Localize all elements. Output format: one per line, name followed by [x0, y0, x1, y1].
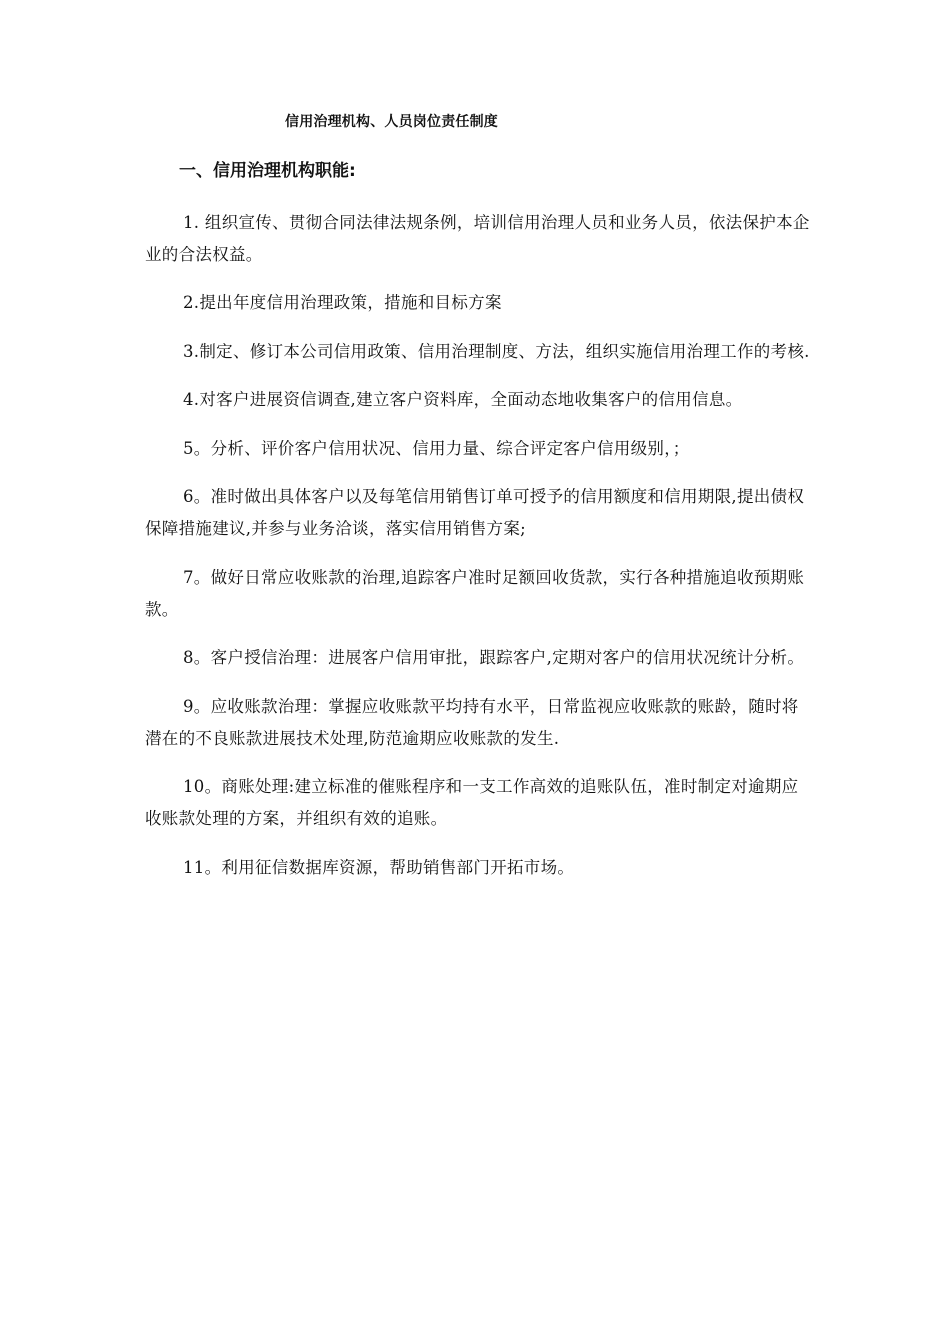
- duty-item: 3.制定、修订本公司信用政策、信用治理制度、方法，组织实施信用治理工作的考核.: [183, 341, 810, 361]
- duty-item: 10。商账处理:建立标准的催账程序和一支工作高效的追账队伍，准时制定对逾期应收账款处理的方案，并组织有效的追账。: [145, 777, 799, 828]
- duty-item: 2.提出年度信用治理政策，措施和目标方案: [183, 293, 502, 312]
- duty-item: 5。分析、评价客户信用状况、信用力量、综合评定客户信用级别，；: [183, 438, 690, 458]
- section-heading: 一、信用治理机构职能:: [179, 161, 356, 181]
- duty-item: 4.对客户进展资信调查,建立客户资料库，全面动态地收集客户的信用信息。: [183, 390, 743, 409]
- duty-item: 7。做好日常应收账款的治理,追踪客户准时足额回收货款，实行各种措施追收预期账款。: [145, 567, 805, 619]
- duty-list: [145, 190, 810, 890]
- duty-item: 11。利用征信数据库资源，帮助销售部门开拓市场。: [183, 857, 575, 877]
- duty-item: 6。准时做出具体客户以及每笔信用销售订单可授予的信用额度和信用期限,提出债权保障措施建议,并参与业务洽谈，落实信用销售方案;: [145, 487, 805, 538]
- document-title: 信用治理机构、人员岗位责任制度: [285, 114, 498, 130]
- duty-item: 9。应收账款治理：掌握应收账款平均持有水平，日常监视应收账款的账龄，随时将潜在的不良账款进展技术处理,防范逾期应收账款的发生.: [145, 696, 799, 748]
- duty-item: 8。客户授信治理：进展客户信用审批，跟踪客户,定期对客户的信用状况统计分析。: [183, 648, 805, 667]
- duty-item: 1. 组织宣传、贯彻合同法律法规条例，培训信用治理人员和业务人员，依法保护本企业的合法权益。: [145, 212, 810, 264]
